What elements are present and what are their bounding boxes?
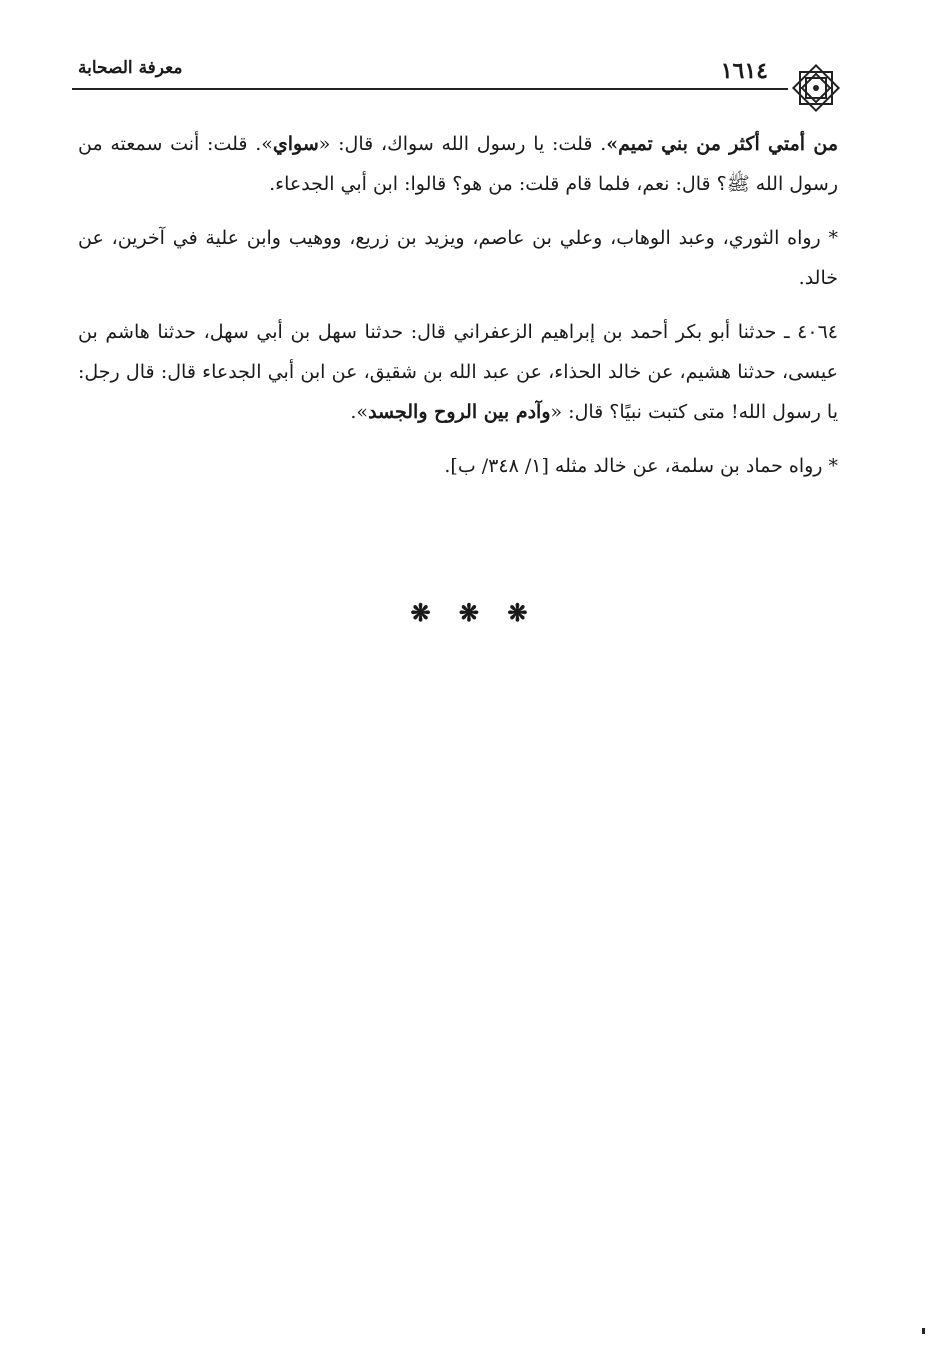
paragraph-hadith-4064 [78,312,838,432]
text-run: * رواه الثوري، وعبد الوهاب، وعلي بن عاصم، ويزيد بن زريع، ووهيب وابن علية في آخرين، عن خالد. [78,227,838,289]
page-header [72,44,844,100]
footer-mark [922,1328,925,1334]
paragraph-hadith-continuation [78,124,838,204]
paragraph-narration-note-2 [78,446,838,486]
text-run: ». [350,401,369,423]
text-run: وآدم بين الروح والجسد [368,401,551,423]
text-run: سواي [272,133,319,155]
text-run: ٤٠٦٤ ـ حدثنا أبو بكر أحمد بن إبراهيم الزعفراني قال: حدثنا سهل بن أبي سهل، حدثنا هاشم بن عيسى، حدثنا هشيم، عن خالد الحذاء، عن عبد الله بن شقيق، عن ابن أبي الجدعاء قال: قال رجل: يا رسول الله! متى كتبت نبيًا؟ قال: « [78,321,838,423]
header-rule [72,88,788,90]
text-run: من أمتي أكثر من بني تميم» [606,133,839,155]
page-number: ١٦١٤ [720,58,768,84]
footer-mark-text [920,1322,925,1333]
text-run: ». قلت: أنت سمعته من رسول الله ﷺ؟ قال: نعم، فلما قام قلت: من هو؟ قالوا: ابن أبي الجدعاء. [78,133,838,195]
text-run: * رواه حماد بن سلمة، عن خالد مثله [١/ ٣٤٨/ ب]. [444,455,838,477]
running-title: معرفة الصحابة [78,58,183,78]
text-run: . قلت: يا رسول الله سواك، قال: « [318,133,607,155]
paragraph-narration-note [78,218,838,298]
octagram-ornament-icon [788,60,844,116]
section-separator: ❋ ❋ ❋ [410,598,538,627]
page-body [78,124,838,500]
